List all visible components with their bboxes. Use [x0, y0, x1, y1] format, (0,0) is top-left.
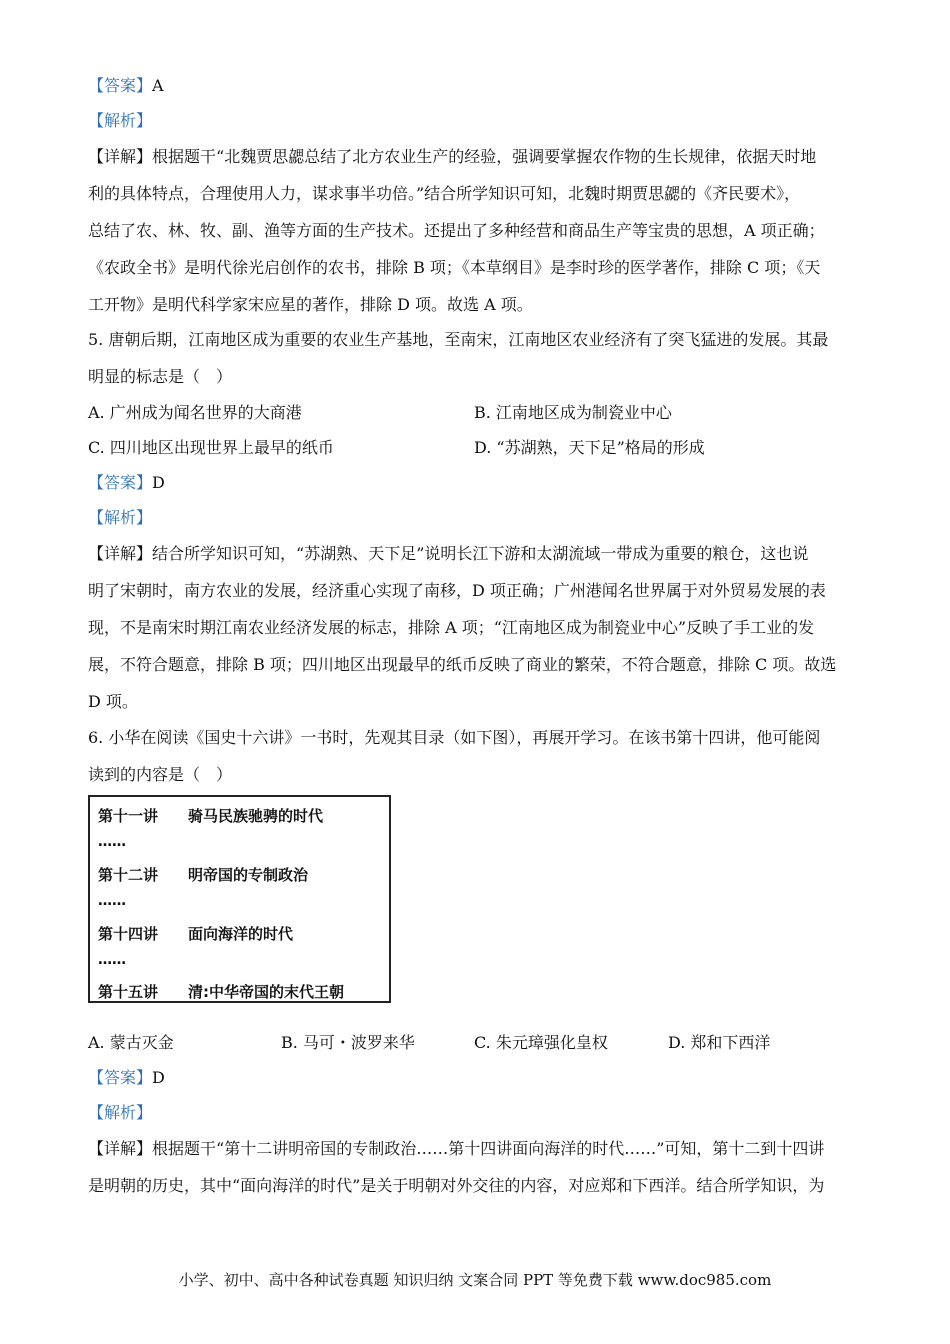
q6-detail-line: 是明朝的历史，其中“面向海洋的时代”是关于明朝对外交往的内容，对应郑和下西洋。结合所学知识，为 [88, 1176, 825, 1195]
q5-option-b: B. 江南地区成为制瓷业中心 [474, 403, 672, 422]
q6-option-d: D. 郑和下西洋 [668, 1033, 771, 1052]
q6-option-b: B. 马可・波罗来华 [281, 1033, 415, 1052]
q5-analysis-label: 【解析】 [88, 508, 153, 527]
q5-detail-line: D 项。 [88, 692, 138, 711]
toc-entry: 第十五讲 清:中华帝国的末代王朝 [98, 983, 344, 1001]
q4-detail-line: 利的具体特点，合理使用人力，谋求事半功倍。”结合所学知识可知，北魏时期贾思勰的《齐民要术》， [88, 184, 801, 203]
toc-ellipsis: …… [98, 834, 126, 850]
q5-detail-line: 【详解】结合所学知识可知，“苏湖熟、天下足”说明长江下游和太湖流域一带成为重要的粮仓，这也说 [88, 544, 809, 563]
q6-stem-line: 读到的内容是（ ） [88, 765, 233, 784]
q6-option-a: A. 蒙古灭金 [88, 1033, 174, 1052]
q6-stem-line: 6. 小华在阅读《国史十六讲》一书时，先观其目录（如下图），再展开学习。在该书第十四讲，他可能阅 [88, 728, 821, 747]
q4-detail-line: 工开物》是明代科学家宋应星的著作，排除 D 项。故选 A 项。 [88, 295, 533, 314]
q6-analysis-label: 【解析】 [88, 1103, 153, 1122]
toc-ellipsis: …… [98, 952, 126, 968]
toc-entry: 第十四讲 面向海洋的时代 [98, 925, 294, 943]
q6-option-c: C. 朱元璋强化皇权 [474, 1033, 608, 1052]
q5-stem-line: 明显的标志是（ ） [88, 367, 233, 386]
toc-figure [88, 795, 391, 1003]
q4-answer: 【答案】A [88, 76, 164, 95]
q5-detail-line: 现，不是南宋时期江南农业经济发展的标志，排除 A 项；“江南地区成为制瓷业中心”反映了手工业的发 [88, 618, 815, 637]
toc-entry: 第十二讲 明帝国的专制政治 [98, 866, 309, 884]
q6-answer: 【答案】D [88, 1068, 165, 1087]
q4-detail-line: 《农政全书》是明代徐光启创作的农书，排除 B 项；《本草纲目》是李时珍的医学著作，排除 C 项；《天 [88, 258, 821, 277]
q5-detail-line: 明了宋朝时，南方农业的发展，经济重心实现了南移，D 项正确；广州港闻名世界属于对外贸易发展的表 [88, 581, 826, 600]
q4-analysis-label: 【解析】 [88, 111, 153, 130]
q5-option-a: A. 广州成为闻名世界的大商港 [88, 403, 302, 422]
q5-detail-line: 展，不符合题意，排除 B 项；四川地区出现最早的纸币反映了商业的繁荣，不符合题意，排除 C 项。故选 [88, 655, 837, 674]
q5-answer: 【答案】D [88, 473, 165, 492]
q4-detail-line: 【详解】根据题干“北魏贾思勰总结了北方农业生产的经验，强调要掌握农作物的生长规律，依据天时地 [88, 147, 817, 166]
q5-stem-line: 5. 唐朝后期，江南地区成为重要的农业生产基地，至南宋，江南地区农业经济有了突飞猛进的发展。其最 [88, 330, 829, 349]
q6-detail-line: 【详解】根据题干“第十二讲明帝国的专制政治……第十四讲面向海洋的时代……”可知，第十二到十四讲 [88, 1139, 825, 1158]
page-footer: 小学、初中、高中各种试卷真题 知识归纳 文案合同 PPT 等免费下载 www.doc985.com [178, 1271, 772, 1289]
q5-option-d: D. “苏湖熟，天下足”格局的形成 [474, 438, 705, 457]
toc-entry: 第十一讲 骑马民族驰骋的时代 [98, 807, 324, 825]
toc-ellipsis: …… [98, 893, 126, 909]
q4-detail-line: 总结了农、林、牧、副、渔等方面的生产技术。还提出了多种经营和商品生产等宝贵的思想，A 项正确； [88, 221, 825, 240]
q5-option-c: C. 四川地区出现世界上最早的纸币 [88, 438, 334, 457]
